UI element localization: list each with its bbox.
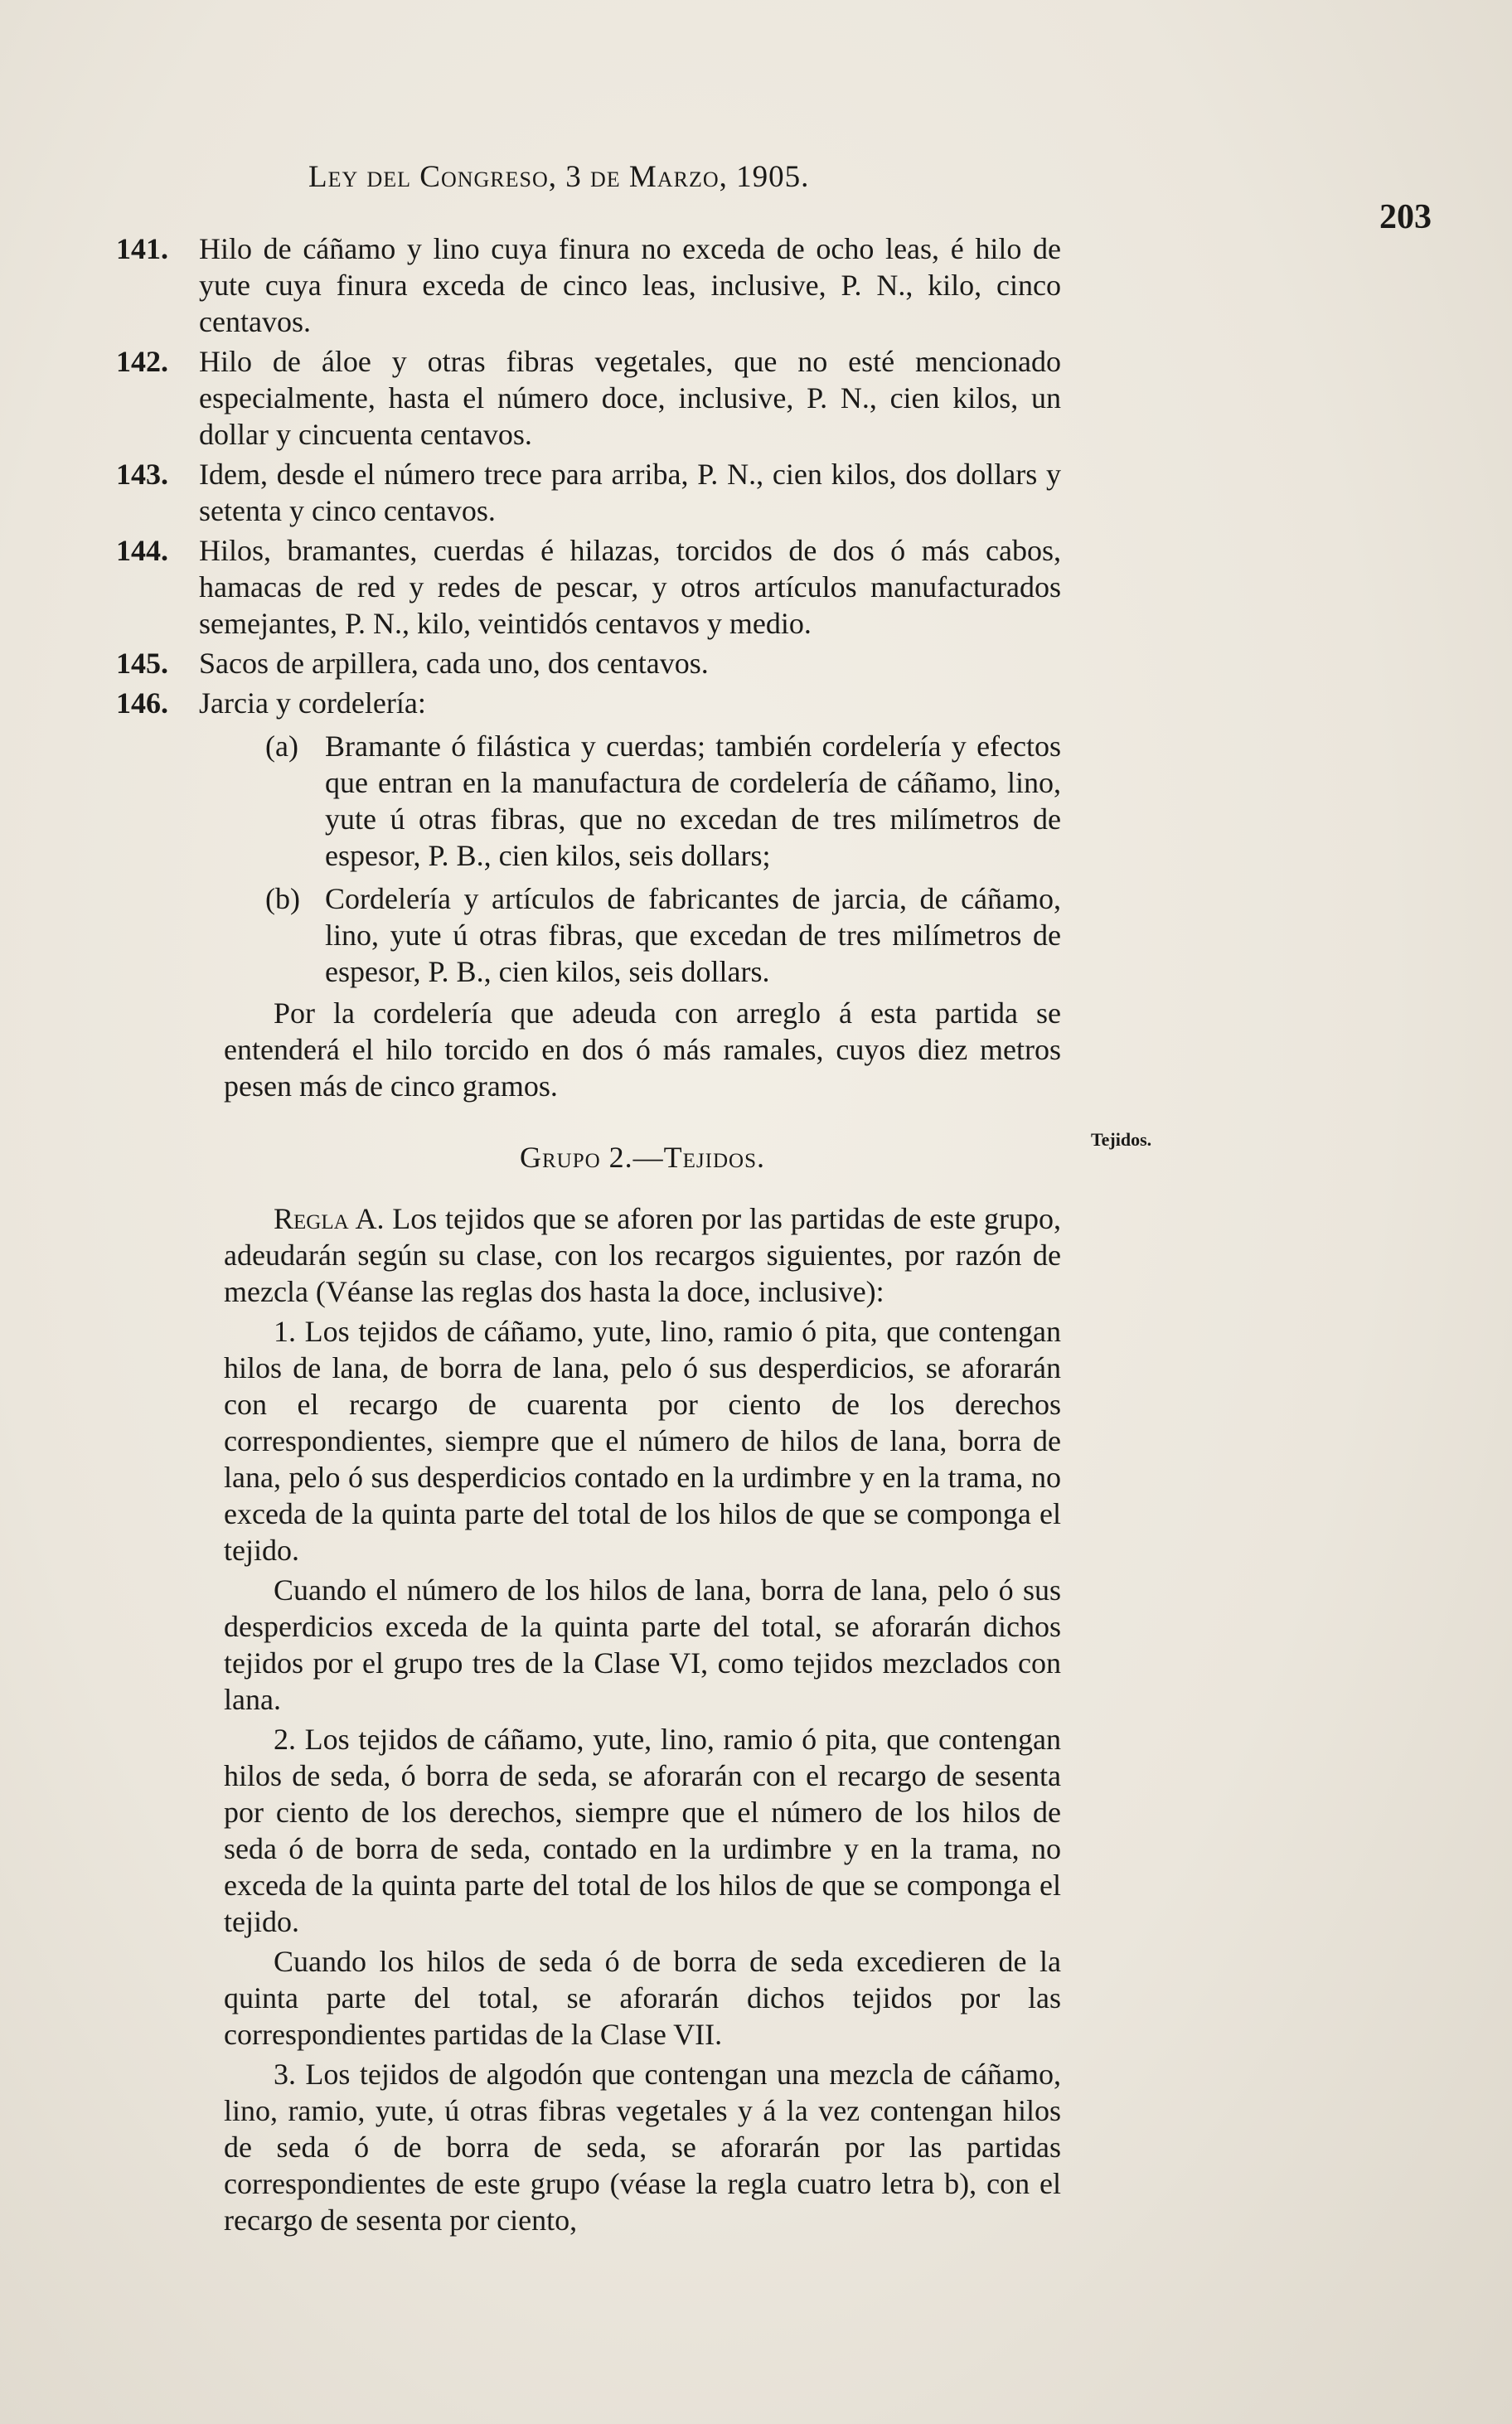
item-text: Hilos, bramantes, cuerdas é hilazas, torcidos de dos ó más cabos, hamacas de red y redes de pescar, y otros artículos manufacturados semejantes, P. N., kilo, veintidós centavos y medio. <box>199 534 1061 640</box>
sub-item-label: (b) <box>265 882 300 915</box>
item-number: 142. <box>116 345 168 378</box>
item-text: Sacos de arpillera, cada uno, dos centavos. <box>199 647 709 680</box>
item-number: 145. <box>116 647 168 680</box>
sub-item-text: Bramante ó filástica y cuerdas; también cordelería y efectos que entran en la manufactura de cordelería de cáñamo, lino, yute ú otras fibras, que no excedan de tres milímetros de espesor, P. B., cien kilos, seis dollars; <box>325 730 1061 872</box>
tariff-item <box>116 343 1061 453</box>
rule-text: Los tejidos que se aforen por las partidas de este grupo, adeudarán según su clase, con los recargos siguientes, por razón de mezcla (Véanse las reglas dos hasta la doce, inclusive): <box>224 1202 1061 1308</box>
page-body <box>116 230 1061 2242</box>
paragraph: Cuando el número de los hilos de lana, borra de lana, pelo ó sus desperdicios exceda de la quinta parte del total, se aforarán dichos tejidos por el grupo tres de la Clase VI, como tejidos mezclados con lana. <box>224 1573 1061 1716</box>
tariff-item <box>116 456 1061 529</box>
item-text: Jarcia y cordelería: <box>199 686 426 720</box>
note-paragraph: Por la cordelería que adeuda con arreglo á esta partida se entenderá el hilo torcido en dos ó más ramales, cuyos diez metros pesen más de cinco gramos. <box>224 996 1061 1103</box>
tariff-item <box>116 532 1061 642</box>
item-text: Idem, desde el número trece para arriba, P. N., cien kilos, dos dollars y setenta y cinco centavos. <box>199 458 1061 527</box>
group-heading: Grupo 2.—Tejidos. <box>519 1141 765 1174</box>
sub-item <box>265 728 1061 874</box>
paragraph: Cuando los hilos de seda ó de borra de seda excedieren de la quinta parte del total, se aforarán dichos tejidos por las correspondientes partidas de la Clase VII. <box>224 1945 1061 2051</box>
margin-note: Tejidos. <box>1091 1129 1152 1150</box>
sub-item-label: (a) <box>265 730 298 763</box>
item-number: 146. <box>116 686 168 720</box>
item-number: 141. <box>116 232 168 265</box>
item-number: 144. <box>116 534 168 567</box>
tariff-item <box>116 645 1061 681</box>
rule-paragraph <box>224 1200 1061 1310</box>
rule-title: Regla A. <box>274 1202 385 1235</box>
sub-item <box>265 880 1061 990</box>
running-head: Ley del Congreso, 3 de Marzo, 1905. <box>308 160 810 194</box>
sub-item-text: Cordelería y artículos de fabricantes de jarcia, de cáñamo, lino, yute ú otras fibras, que excedan de tres milímetros de espesor, P. B., cien kilos, seis dollars. <box>325 882 1061 988</box>
item-text: Hilo de cáñamo y lino cuya finura no exceda de ocho leas, é hilo de yute cuya finura exceda de cinco leas, inclusive, P. N., kilo, cinco centavos. <box>199 232 1061 338</box>
paragraph: 3. Los tejidos de algodón que contengan una mezcla de cáñamo, lino, ramio, yute, ú otras fibras vegetales y á la vez contengan hilos de seda ó de borra de seda, se aforarán por las partidas correspondientes de este grupo (véase la regla cuatro letra b), con el recargo de sesenta por ciento, <box>224 2058 1061 2237</box>
item-number: 143. <box>116 458 168 491</box>
tariff-item <box>116 685 1061 721</box>
page-number: 203 <box>1379 198 1432 236</box>
paragraph: 1. Los tejidos de cáñamo, yute, lino, ramio ó pita, que contengan hilos de lana, de borra de lana, pelo ó sus desperdicios, se aforarán con el recargo de cuarenta por ciento de los derechos correspondientes, siempre que el número de hilos de lana, borra de lana, pelo ó sus desperdicios contado en la urdimbre y en la trama, no exceda de la quinta parte del total de los hilos de que se componga el tejido. <box>224 1315 1061 1567</box>
item-text: Hilo de áloe y otras fibras vegetales, que no esté mencionado especialmente, hasta el número doce, inclusive, P. N., cien kilos, un dollar y cincuenta centavos. <box>199 345 1061 451</box>
tariff-item <box>116 230 1061 340</box>
paragraph: 2. Los tejidos de cáñamo, yute, lino, ramio ó pita, que contengan hilos de seda, ó borra de seda, se aforarán con el recargo de sesenta por ciento de los derechos, siempre que el número de los hilos de seda ó de borra de seda, contado en la urdimbre y en la trama, no exceda de la quinta parte del total de los hilos de que se componga el tejido. <box>224 1723 1061 1938</box>
